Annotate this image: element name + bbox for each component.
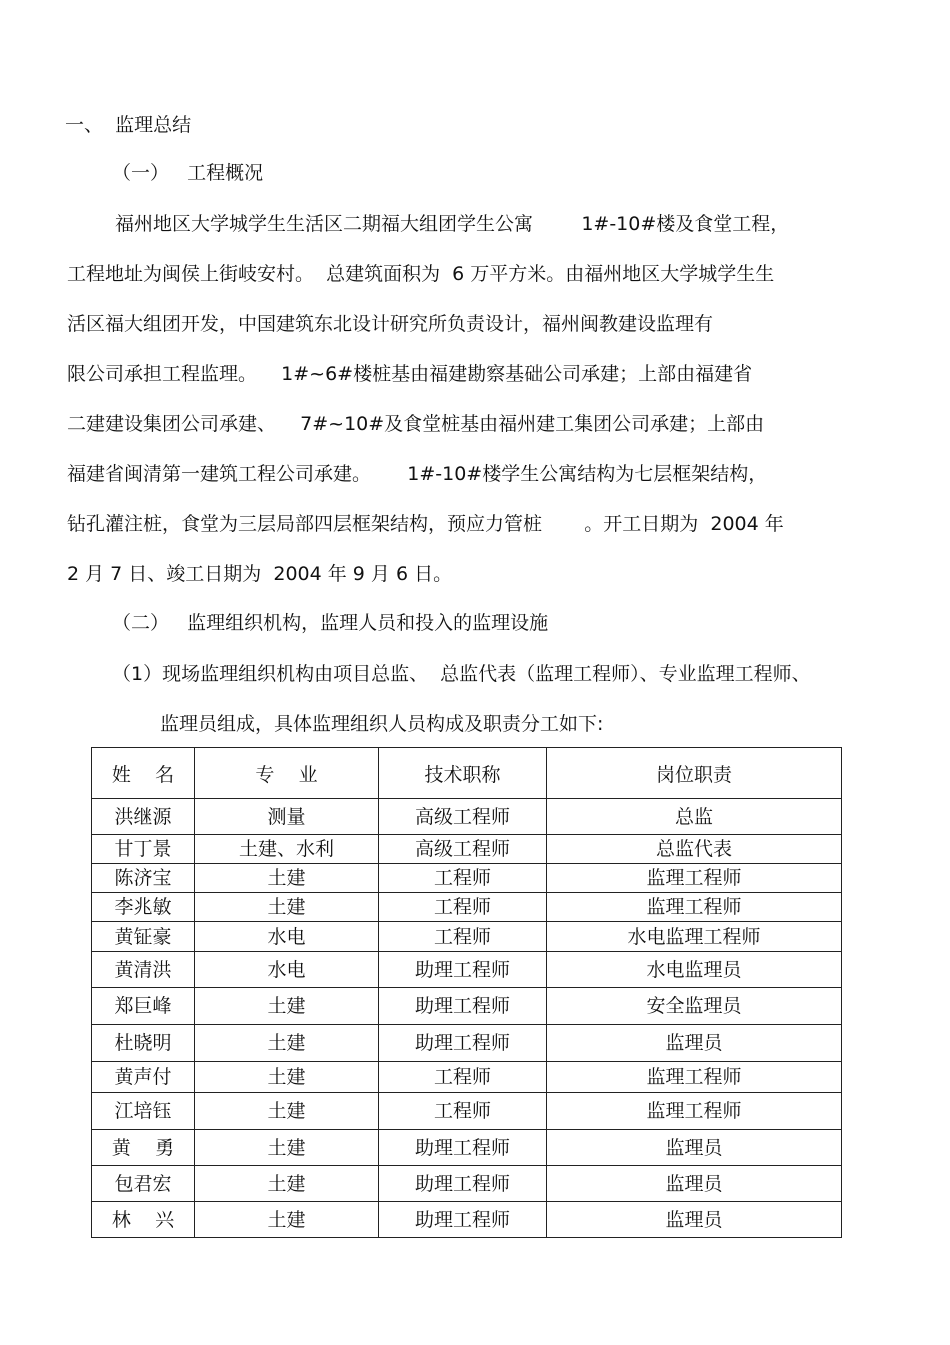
table-header-row [92,748,842,799]
table-row [92,893,842,922]
table-row [92,988,842,1025]
cell-duty: 监理员 [547,1166,842,1202]
cell-duty: 监理员 [547,1202,842,1238]
cell-major: 土建 [195,1202,379,1238]
cell-title: 工程师 [379,1062,547,1093]
cell-major: 土建 [195,1166,379,1202]
cell-duty: 监理工程师 [547,1093,842,1130]
cell-major: 土建 [195,1130,379,1166]
cell-title: 助理工程师 [379,988,547,1025]
paragraph-line: 2 月 7 日、竣工日期为 2004 年 9 月 6 日。 [67,563,453,585]
table-row [92,835,842,864]
cell-name: 甘丁景 [92,835,195,864]
cell-duty: 水电监理员 [547,952,842,988]
cell-major: 水电 [195,952,379,988]
cell-name: 洪继源 [92,799,195,835]
cell-duty: 水电监理工程师 [547,922,842,952]
cell-major: 测量 [195,799,379,835]
cell-duty: 监理工程师 [547,893,842,922]
cell-major: 土建 [195,1025,379,1062]
cell-title: 高级工程师 [379,799,547,835]
cell-name: 黄钲豪 [92,922,195,952]
cell-major: 土建 [195,893,379,922]
cell-duty: 监理工程师 [547,864,842,893]
cell-major: 土建、水利 [195,835,379,864]
cell-duty: 监理员 [547,1025,842,1062]
table-row [92,922,842,952]
cell-title: 工程师 [379,922,547,952]
cell-duty: 总监代表 [547,835,842,864]
header-title: 技术职称 [379,748,547,799]
table-row [92,1093,842,1130]
paragraph-line: 福州地区大学城学生生活区二期福大组团学生公寓 1#-10#楼及食堂工程， [115,213,790,235]
cell-duty: 安全监理员 [547,988,842,1025]
cell-name: 林 兴 [92,1202,195,1238]
cell-major: 土建 [195,988,379,1025]
staff-table [91,747,842,1238]
cell-major: 土建 [195,864,379,893]
cell-duty: 总监 [547,799,842,835]
paragraph-line: 福建省闽清第一建筑工程公司承建。 1#-10#楼学生公寓结构为七层框架结构， [67,463,768,485]
cell-title: 助理工程师 [379,1130,547,1166]
table-row [92,864,842,893]
cell-name: 江培钰 [92,1093,195,1130]
subsection-heading-organization: （二） 监理组织机构，监理人员和投入的监理设施 [112,612,549,634]
cell-duty: 监理工程师 [547,1062,842,1093]
header-name: 姓 名 [92,748,195,799]
table-row [92,1130,842,1166]
cell-name: 李兆敏 [92,893,195,922]
table-row [92,1062,842,1093]
list-item-line: 监理员组成，具体监理组织人员构成及职责分工如下: [160,713,604,735]
cell-name: 杜晓明 [92,1025,195,1062]
cell-major: 土建 [195,1062,379,1093]
cell-title: 工程师 [379,893,547,922]
table-row [92,1202,842,1238]
subsection-heading-overview: （一） 工程概况 [112,162,264,184]
cell-title: 助理工程师 [379,952,547,988]
cell-name: 郑巨峰 [92,988,195,1025]
cell-duty: 监理员 [547,1130,842,1166]
cell-major: 水电 [195,922,379,952]
cell-name: 包君宏 [92,1166,195,1202]
section-heading: 一、 监理总结 [65,114,192,136]
cell-title: 助理工程师 [379,1025,547,1062]
paragraph-line: 工程地址为闽侯上街岐安村。 总建筑面积为 6 万平方米。由福州地区大学城学生生 [67,263,775,285]
list-item-line: （1）现场监理组织机构由项目总监、 总监代表（监理工程师）、专业监理工程师、 [112,663,811,685]
cell-title: 助理工程师 [379,1166,547,1202]
header-duty: 岗位职责 [547,748,842,799]
table-row [92,799,842,835]
paragraph-line: 二建建设集团公司承建、 7#~10#及食堂桩基由福州建工集团公司承建；上部由 [67,413,765,435]
cell-name: 陈济宝 [92,864,195,893]
cell-name: 黄 勇 [92,1130,195,1166]
paragraph-line: 钻孔灌注桩，食堂为三层局部四层框架结构，预应力管桩 。开工日期为 2004 年 [67,513,784,535]
cell-title: 助理工程师 [379,1202,547,1238]
table-row [92,952,842,988]
cell-major: 土建 [195,1093,379,1130]
cell-title: 高级工程师 [379,835,547,864]
cell-title: 工程师 [379,1093,547,1130]
table-row [92,1166,842,1202]
header-major: 专 业 [195,748,379,799]
cell-title: 工程师 [379,864,547,893]
cell-name: 黄清洪 [92,952,195,988]
table-row [92,1025,842,1062]
cell-name: 黄声付 [92,1062,195,1093]
paragraph-line: 活区福大组团开发，中国建筑东北设计研究所负责设计，福州闽教建设监理有 [67,313,714,335]
paragraph-line: 限公司承担工程监理。 1#~6#楼桩基由福建勘察基础公司承建；上部由福建省 [67,363,753,385]
